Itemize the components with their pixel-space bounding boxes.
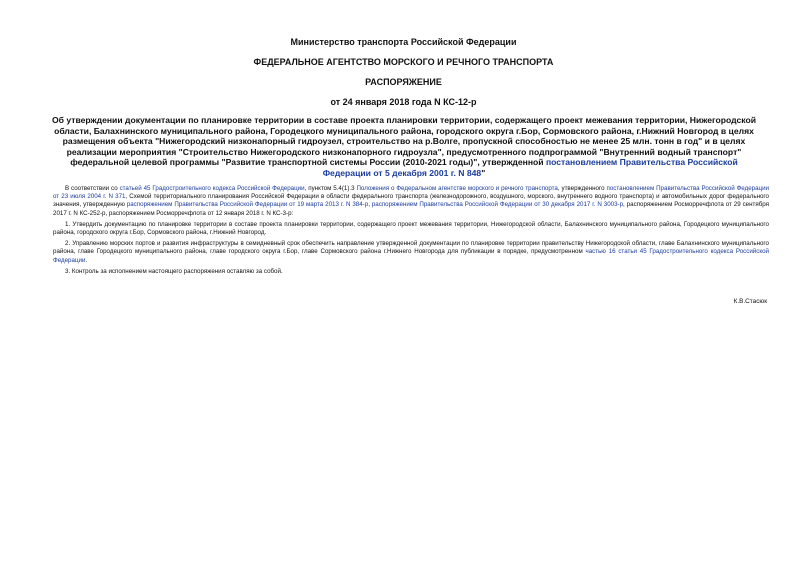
item-2-text-2: . [85, 256, 88, 264]
document-title [48, 115, 760, 179]
paragraph-preamble [53, 185, 769, 218]
preamble-text-2: , пунктом 5.4(1).3 [304, 185, 357, 192]
preamble-text-6: , распоряжением Росморречфлота от 29 сентября 2017 г. N КС-252-р, распоряжением Росморречфлота от 12 января 2018 г. N КС-3-р: [53, 201, 769, 217]
agency-name: ФЕДЕРАЛЬНОЕ АГЕНТСТВО МОРСКОГО И РЕЧНОГО ТРАНСПОРТА [253, 57, 554, 67]
ministry-name: Министерство транспорта Российской Федерации [290, 37, 517, 47]
document-type: РАСПОРЯЖЕНИЕ [365, 77, 442, 87]
preamble-text-4: , Схемой территориального планирования Российской Федерации в области федерального транспорта (железнодорожного, воздушного, морского, внутреннего водного транспорта) и автомобильных дорог федерального значения, утвержденную [53, 193, 769, 209]
document-body [53, 185, 769, 279]
preamble-text-3: , утвержденного [557, 185, 607, 192]
paragraph-item-1: 1. Утвердить документацию по планировке территории в составе проекта планировки территории, содержащего проект межевания территории, Нижегородской области, Балахнинского муниципального района, Городецкого муниципального района, городского округа г.Бор, Сормовского района, г.Нижний Новгород. [53, 220, 769, 237]
preamble-text-5: , [368, 201, 372, 209]
title-end: " [481, 167, 486, 178]
signature: К.В.Стасюк [733, 298, 767, 305]
link-agency-regulation[interactable]: Положения о Федеральном агентстве морского и речного транспорта [356, 185, 558, 192]
link-article-45[interactable]: статьей 45 Градостроительного кодекса Российской Федерации [119, 185, 305, 192]
paragraph-item-2 [53, 240, 769, 265]
paragraph-item-3: 3. Контроль за исполнением настоящего распоряжения оставляю за собой. [65, 267, 283, 275]
link-decree-371[interactable]: постановлением Правительства Российской Федерации от 23 июля 2004 г. N 371 [53, 185, 769, 201]
item-2-text-1: 2. Управлению морских портов и развития инфраструктуры в семидневный срок обеспечить направление утвержденной документации по планировке территории правительству Нижегородской области, главе Балахнинского муниципального района, главе Городецкого муниципального района, главе городского округа г.Бор, главе Сормовского района г.Нижнего Новгорода для публикации в порядке, предусмотренном [53, 240, 769, 256]
link-part-16-article-45[interactable]: частью 16 статьи 45 Градостроительного кодекса Российской Федерации [53, 248, 769, 264]
title-decree-link[interactable]: постановлением Правительства Российской Федерации от 5 декабря 2001 г. N 848 [322, 157, 738, 178]
preamble-text-1: В соответствии со [65, 185, 120, 192]
document-date: от 24 января 2018 года N КС-12-р [330, 97, 477, 107]
link-order-3003[interactable]: распоряжением Правительства Российской Федерации от 30 декабря 2017 г. N 3003-р [371, 201, 624, 209]
link-order-384[interactable]: распоряжением Правительства Российской Федерации от 19 марта 2013 г. N 384-р [126, 201, 369, 209]
title-text: Об утверждении документации по планировке территории в составе проекта планировки территории, содержащего проект межевания территории, Нижегородской области, Балахнинского муниципального района, Городецкого муниципального района, городского округа г.Бор, Сормовского района, г.Нижний Новгород в целях размещения объекта "Нижегородский низконапорный гидроузел, строительство на р.Волге, пропускной способностью не менее 25 млн. тонн в год" и в целях реализации мероприятия "Строительство Нижегородского низконапорного гидроузла", предусмотренного подпрограммой "Внутренний водный транспорт" федеральной целевой программы "Развитие транспортной системы России (2010-2021 годы)", утвержденной [51, 115, 756, 168]
